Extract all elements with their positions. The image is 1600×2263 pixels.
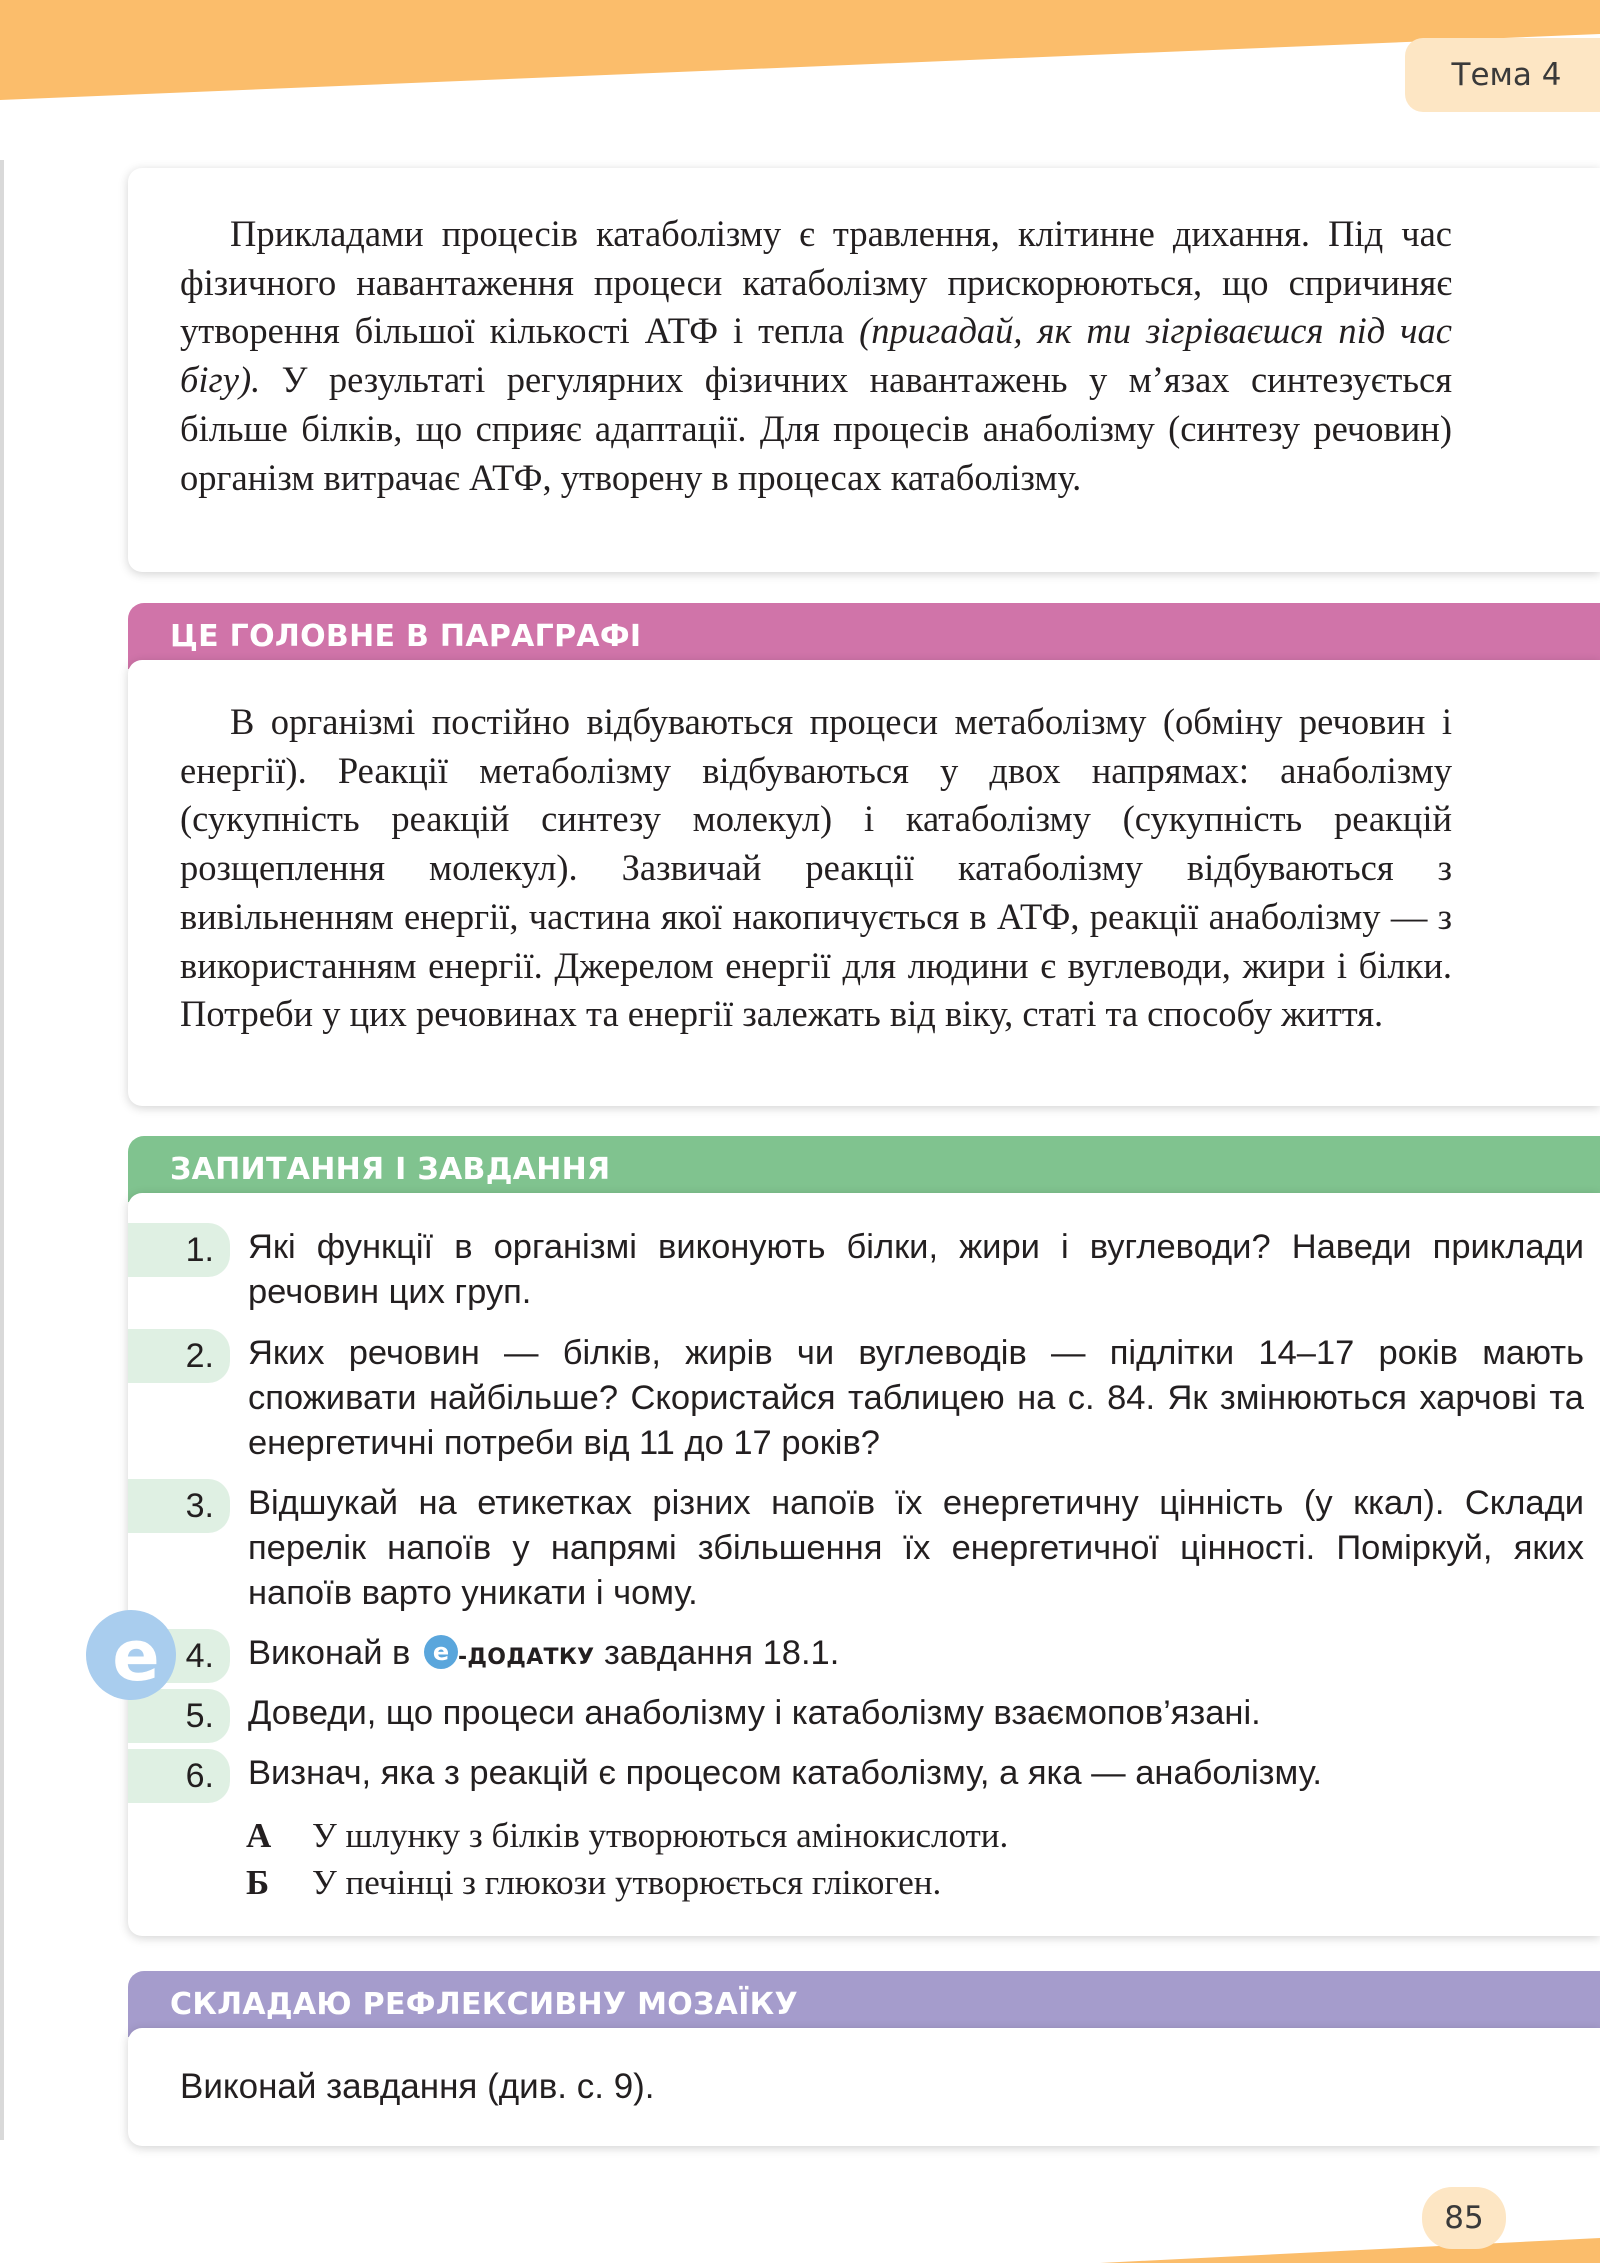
intro-card (128, 168, 1600, 572)
answer-option (246, 1863, 941, 1903)
e-addon-icon (86, 1610, 176, 1700)
reflection-header: СКЛАДАЮ РЕФЛЕКСИВНУ МОЗАЇКУ (128, 1971, 1600, 2037)
question-text: Які функції в організмі виконують білки, жири і вуглеводи? Наведи приклади речовин цих груп. (248, 1228, 1584, 1311)
svg-text:e: e (432, 1638, 450, 1666)
top-decorative-band (0, 0, 1600, 110)
intro-text-part1: Прикладами процесів катаболізму є травлення, клітинне дихання. Під час фізичного навантаження процеси катаболізму прискорюються, що спричиняє утворення більшої кількості АТФ і тепла (180, 213, 1452, 352)
intro-paragraph (180, 210, 1452, 502)
question-text: Яких речовин — білків, жирів чи вуглеводів — підлітки 14–17 років мають споживати найбільше? Скористайся таблицею на с. 84. Як змінюються харчові та енергетичні потреби від 11 до 17 років? (248, 1334, 1584, 1462)
addon-link[interactable]: -ДОДАТКУ (457, 1645, 595, 1670)
question-number: 3. (128, 1479, 230, 1533)
svg-text:e: e (112, 1615, 160, 1697)
e-addon-icon[interactable] (424, 1635, 458, 1669)
answer-option (246, 1816, 1008, 1856)
bottom-decorative-band (1100, 2180, 1600, 2263)
question-text: Відшукай на етикетках різних напоїв їх енергетичну цінність (у ккал). Склади перелік напоїв у напрямі збільшення їх енергетичної цінності. Поміркуй, яких напоїв варто уникати і чому. (248, 1484, 1584, 1612)
question-text: Доведи, що процеси анаболізму і катаболізму взаємопов’язані. (248, 1694, 1261, 1732)
theme-label: Тема 4 (1405, 38, 1600, 112)
questions-header: ЗАПИТАННЯ І ЗАВДАННЯ (128, 1136, 1600, 1202)
intro-text-part2: У результаті регулярних фізичних навантажень у м’язах синтезується більше білків, що сприяє адаптації. Для процесів анаболізму (синтезу речовин) організм витрачає АТФ, утворену в процесах катаболізму. (180, 359, 1452, 498)
option-text: У шлунку з білків утворюються амінокислоти. (312, 1816, 1009, 1855)
question-text: Виконай в e -ДОДАТКУ завдання 18.1. (248, 1634, 840, 1672)
option-letter: Б (246, 1863, 270, 1902)
summary-card (128, 660, 1600, 1106)
page-edge (0, 160, 4, 2140)
option-letter: А (246, 1816, 272, 1855)
page-number: 85 (1422, 2187, 1506, 2249)
question-number: 1. (128, 1223, 230, 1277)
questions-card (128, 1193, 1600, 1936)
summary-paragraph (180, 698, 1452, 1039)
reflection-card (128, 2028, 1600, 2146)
question-number: 5. (128, 1689, 230, 1743)
summary-text: В організмі постійно відбуваються процеси метаболізму (обміну речовин і енергії). Реакції метаболізму відбуваються у двох напрямах: анаболізму (сукупність реакцій синтезу молекул) і катаболізму (сукупність реакцій розщеплення молекул). Зазвичай реакції катаболізму відбуваються з вивільненням енергії, частина якої накопичується в АТФ, реакції анаболізму — з використанням енергії. Джерелом енергії для людини є вуглеводи, жири і білки. Потреби у цих речовинах та енергії залежать від віку, статі та способу життя. (180, 701, 1452, 1035)
intro-text-italic: (пригадай, як ти зігріваєшся під час бігу). (180, 310, 1452, 401)
question-number: 6. (128, 1749, 230, 1803)
question-number: 2. (128, 1329, 230, 1383)
summary-header: ЦЕ ГОЛОВНЕ В ПАРАГРАФІ (128, 603, 1600, 669)
question-text: Визнач, яка з реакцій є процесом катаболізму, а яка — анаболізму. (248, 1754, 1322, 1792)
option-text: У печінці з глюкози утворюється глікоген. (312, 1863, 942, 1902)
question-number: 4. (128, 1629, 230, 1683)
reflection-text: Виконай завдання (див. с. 9). (180, 2067, 655, 2106)
